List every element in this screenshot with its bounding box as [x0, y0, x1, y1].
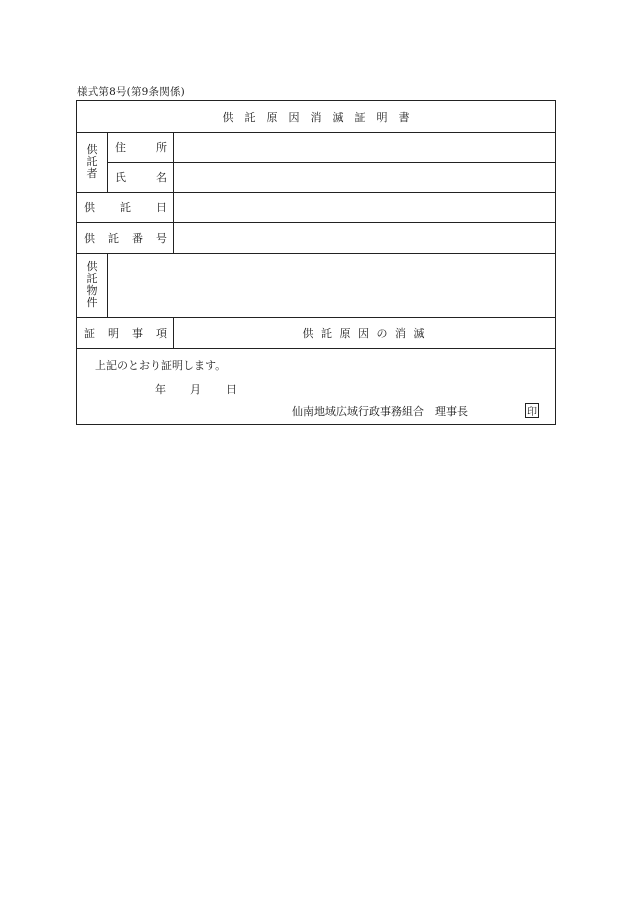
date-year-label: 年: [155, 383, 166, 396]
certification-statement: 上記のとおり証明します。: [95, 359, 227, 372]
name-label-char-1: 氏: [115, 171, 126, 184]
deposit-date-label-char-1: 供: [84, 201, 95, 214]
deposit-date-label-char-2: 託: [120, 201, 131, 214]
form-number-label: 様式第8号(第9条関係): [77, 86, 185, 98]
address-label-char-2: 所: [156, 141, 167, 154]
certified-matter-label-char-2: 明: [108, 326, 119, 340]
name-label-char-2: 名: [156, 171, 167, 184]
certificate-form: [76, 100, 556, 425]
deposit-number-label-char-1: 供: [84, 231, 95, 245]
deposit-number-label-char-3: 番: [132, 231, 143, 245]
deposit-number-field[interactable]: [174, 222, 555, 253]
depositor-label-char-2: 託: [86, 155, 98, 168]
deposit-date-label-char-3: 日: [156, 201, 167, 214]
certified-matter-value: 供 託 原 因 の 消 滅: [302, 326, 427, 340]
deposit-item-label: [77, 253, 107, 317]
form-title: 供託原因消滅証明書: [222, 110, 421, 124]
deposit-number-label: [84, 222, 167, 253]
divider-matter: [77, 348, 555, 349]
deposit-number-label-char-2: 託: [108, 231, 119, 245]
address-field[interactable]: [174, 132, 555, 162]
certified-matter-label-char-4: 項: [156, 326, 167, 340]
deposit-date-field[interactable]: [174, 192, 555, 222]
date-day-label: 日: [226, 383, 237, 396]
seal-mark: 印: [525, 403, 539, 418]
address-label-char-1: 住: [115, 141, 126, 154]
deposit-number-label-char-4: 号: [156, 231, 167, 245]
issuer-name: 仙南地域広域行政事務組合 理事長: [292, 405, 468, 418]
address-label: [115, 132, 167, 162]
deposit-item-label-char-2: 託: [86, 272, 98, 285]
date-month-label: 月: [190, 383, 201, 396]
depositor-label-char-3: 者: [86, 167, 98, 180]
deposit-item-label-char-3: 物: [86, 284, 98, 297]
divider-depositor-group: [107, 132, 108, 192]
certified-matter-label-char-3: 事: [132, 326, 143, 340]
depositor-group-label: [77, 132, 107, 192]
name-label: [115, 162, 167, 192]
deposit-item-field[interactable]: [108, 253, 555, 317]
deposit-date-label: [84, 192, 167, 222]
certified-matter-label: [84, 317, 167, 348]
depositor-label-char-1: 供: [86, 143, 98, 156]
deposit-item-label-char-4: 件: [86, 296, 98, 309]
deposit-item-label-char-1: 供: [86, 260, 98, 273]
name-field[interactable]: [174, 162, 555, 192]
certified-matter-label-char-1: 証: [84, 326, 95, 340]
